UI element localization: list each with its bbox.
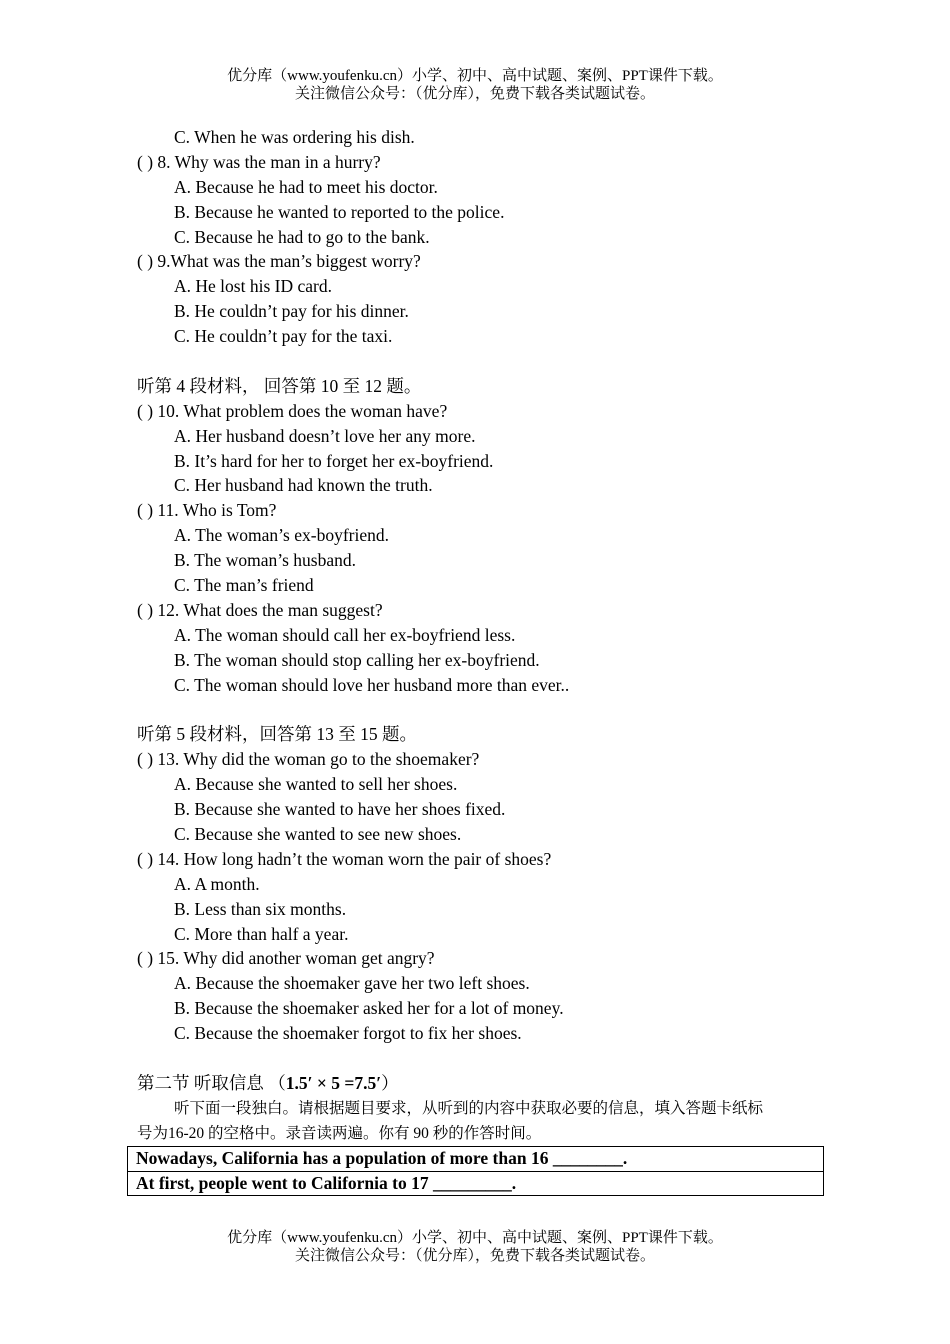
section-5-heading: 听第 5 段材料，回答第 13 至 15 题。 xyxy=(137,724,417,745)
q10-option-a: A. Her husband doesn’t love her any more. xyxy=(174,425,476,446)
instructions-line-1: 听下面一段独白。请根据题目要求，从听到的内容中获取必要的信息，填入答题卡纸标 xyxy=(174,1099,764,1117)
page-footer xyxy=(0,1229,950,1265)
q15-option-a: A. Because the shoemaker gave her two left shoes. xyxy=(174,973,530,994)
q11-option-b: B. The woman’s husband. xyxy=(174,550,356,571)
fill-in-table xyxy=(127,1146,824,1196)
part-2-score: 1.5′ × 5 =7.5′ xyxy=(285,1072,382,1093)
q8-option-a: A. Because he had to meet his doctor. xyxy=(174,176,438,197)
q10-option-c: C. Her husband had known the truth. xyxy=(174,475,433,496)
q9-option-c: C. He couldn’t pay for the taxi. xyxy=(174,326,393,347)
q12-option-a: A. The woman should call her ex-boyfriend less. xyxy=(174,624,516,645)
page-header xyxy=(0,67,950,103)
q12-stem: ( ) 12. What does the man suggest? xyxy=(137,599,383,620)
instructions-line-2: 号为16-20 的空格中。录音读两遍。你有 90 秒的作答时间。 xyxy=(137,1124,542,1142)
part-2-close: ） xyxy=(381,1072,399,1093)
q9-stem: ( ) 9.What was the man’s biggest worry? xyxy=(137,251,421,272)
q13-option-c: C. Because she wanted to see new shoes. xyxy=(174,823,462,844)
q11-option-c: C. The man’s friend xyxy=(174,575,314,596)
q11-option-a: A. The woman’s ex-boyfriend. xyxy=(174,525,389,546)
q8-option-c: C. Because he had to go to the bank. xyxy=(174,226,430,247)
q14-option-b: B. Less than six months. xyxy=(174,898,347,919)
footer-line-1: 优分库（www.youfenku.cn）小学、初中、高中试题、案例、PPT课件下载。 xyxy=(227,1230,723,1246)
footer-line-2: 关注微信公众号：（优分库），免费下载各类试题试卷。 xyxy=(294,1248,655,1264)
q8-option-b: B. Because he wanted to reported to the police. xyxy=(174,201,505,222)
q9-option-a: A. He lost his ID card. xyxy=(174,276,332,297)
table-row xyxy=(128,1171,824,1196)
part-2-heading xyxy=(137,1071,827,1096)
header-line-2: 关注微信公众号：（优分库），免费下载各类试题试卷。 xyxy=(294,86,655,102)
q12-option-b: B. The woman should stop calling her ex-boyfriend. xyxy=(174,649,540,670)
q15-option-c: C. Because the shoemaker forgot to fix her shoes. xyxy=(174,1023,522,1044)
q13-stem: ( ) 13. Why did the woman go to the shoemaker? xyxy=(137,749,480,770)
q14-option-c: C. More than half a year. xyxy=(174,923,349,944)
table-cell-16: Nowadays, California has a population of more than 16 ________. xyxy=(128,1147,824,1172)
part-2-title: 第二节 听取信息 （ xyxy=(137,1072,286,1093)
q14-option-a: A. A month. xyxy=(174,873,260,894)
header-line-1: 优分库（www.youfenku.cn）小学、初中、高中试题、案例、PPT课件下载。 xyxy=(227,68,723,84)
section-4-heading: 听第 4 段材料， 回答第 10 至 12 题。 xyxy=(137,375,422,396)
q13-option-a: A. Because she wanted to sell her shoes. xyxy=(174,774,458,795)
q9-option-b: B. He couldn’t pay for his dinner. xyxy=(174,301,409,322)
table-cell-17: At first, people went to California to 17 _________. xyxy=(128,1171,824,1196)
q12-option-c: C. The woman should love her husband more than ever.. xyxy=(174,674,570,695)
q11-stem: ( ) 11. Who is Tom? xyxy=(137,500,277,521)
listening-questions xyxy=(137,125,827,1146)
q15-stem: ( ) 15. Why did another woman get angry? xyxy=(137,948,435,969)
q10-stem: ( ) 10. What problem does the woman have? xyxy=(137,400,448,421)
q8-stem: ( ) 8. Why was the man in a hurry? xyxy=(137,151,381,172)
table-row xyxy=(128,1147,824,1172)
q14-stem: ( ) 14. How long hadn’t the woman worn the pair of shoes? xyxy=(137,848,552,869)
q10-option-b: B. It’s hard for her to forget her ex-boyfriend. xyxy=(174,450,494,471)
q13-option-b: B. Because she wanted to have her shoes fixed. xyxy=(174,799,506,820)
part-2-instructions xyxy=(137,1096,817,1146)
q15-option-b: B. Because the shoemaker asked her for a lot of money. xyxy=(174,998,564,1019)
q7-option-c: C. When he was ordering his dish. xyxy=(174,127,415,147)
